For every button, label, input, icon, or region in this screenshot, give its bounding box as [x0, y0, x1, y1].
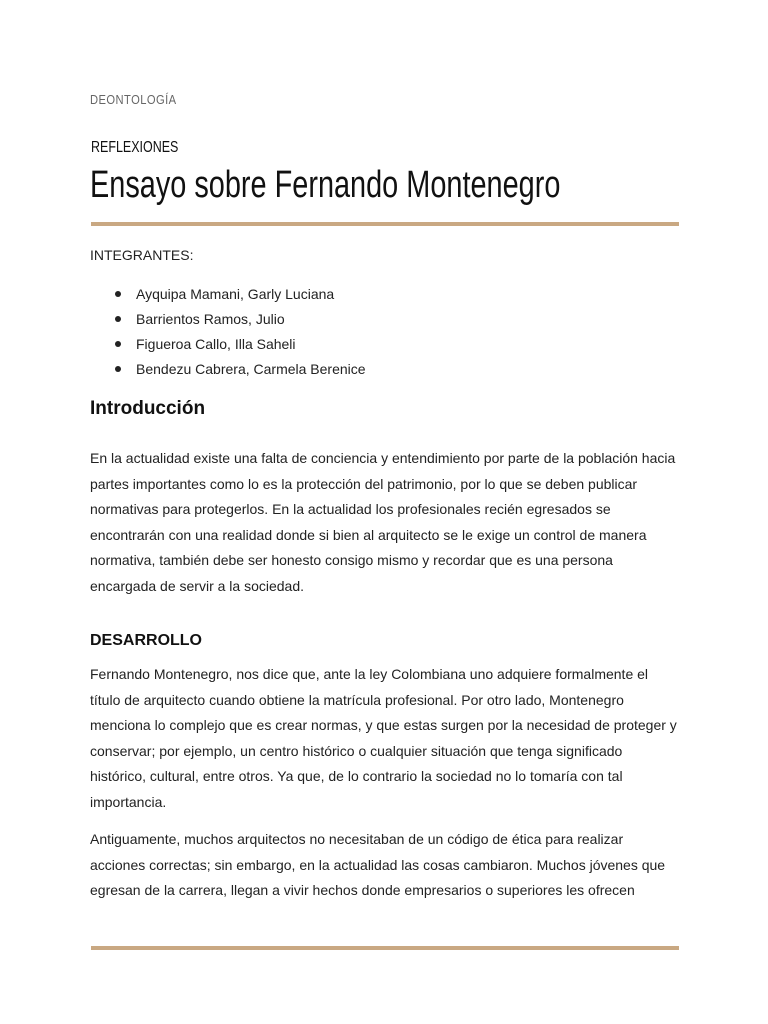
development-paragraph-2: Antiguamente, muchos arquitectos no necesitaban de un código de ética para realizar acciones correctas; sin embargo, en la actualidad las cosas cambiaron. Muchos jóvenes que egresan de la carrera, llegan a vivir hechos donde empresarios o superiores les ofrecen — [90, 831, 666, 898]
members-label: INTEGRANTES: — [90, 247, 194, 263]
document-title: Ensayo sobre Fernando Montenegro — [90, 164, 561, 206]
footer-divider — [91, 946, 679, 950]
list-item — [90, 358, 366, 383]
bullet-icon — [115, 316, 121, 322]
list-item — [90, 333, 366, 358]
list-item — [90, 308, 366, 333]
members-list — [90, 283, 366, 383]
bullet-icon — [115, 366, 121, 372]
introduction-heading: Introducción — [90, 398, 206, 419]
member-name: Barrientos Ramos, Julio — [136, 311, 285, 327]
bullet-icon — [115, 341, 121, 347]
development-heading: DESARROLLO — [90, 632, 202, 649]
header-divider — [91, 222, 679, 226]
member-name: Figueroa Callo, Illa Saheli — [136, 336, 296, 352]
introduction-paragraph: En la actualidad existe una falta de conciencia y entendimiento por parte de la población hacia partes importantes como lo es la protección del patrimonio, por lo que se deben publicar normativas para protegerlos. En la actualidad los profesionales recién egresados se encontrarán con una realidad donde si bien al arquitecto se le exige un control de manera normativa, también debe ser honesto consigo mismo y recordar que es una persona encargada de servir a la sociedad. — [90, 450, 676, 594]
section-subtitle: REFLEXIONES — [91, 139, 179, 156]
development-paragraph-1: Fernando Montenegro, nos dice que, ante la ley Colombiana uno adquiere formalmente el título de arquitecto cuando obtiene la matrícula profesional. Por otro lado, Montenegro menciona lo complejo que es crear normas, y que estas surgen por la necesidad de proteger y conservar; por ejemplo, un centro histórico o cualquier situación que tenga significado histórico, cultural, entre otros. Ya que, de lo contrario la sociedad no lo tomaría con tal importancia. — [90, 666, 677, 810]
bullet-icon — [115, 291, 121, 297]
member-name: Bendezu Cabrera, Carmela Berenice — [136, 361, 366, 377]
list-item — [90, 283, 366, 308]
category-label: DEONTOLOGÍA — [90, 92, 177, 107]
member-name: Ayquipa Mamani, Garly Luciana — [136, 286, 335, 302]
